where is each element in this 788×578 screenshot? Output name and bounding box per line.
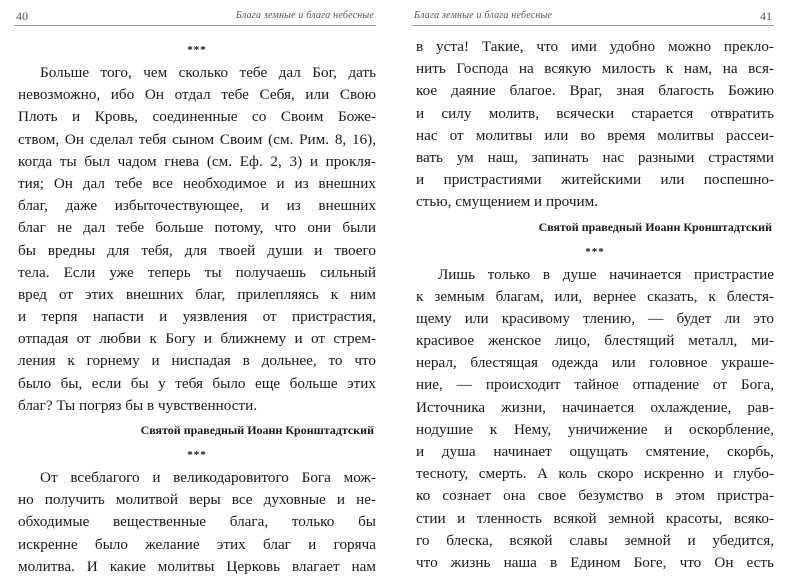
attribution: Святой праведный Иоанн Кронштадтский bbox=[140, 423, 374, 437]
text-line: ко сознает она свое безумство в этом пристра- bbox=[416, 487, 774, 505]
text-line: искренне было желание этих благ и горяча bbox=[18, 535, 376, 553]
paragraph bbox=[18, 467, 376, 578]
text-line: ние, — происходит тайное отпадение от Бога, bbox=[416, 376, 774, 394]
attribution: Святой праведный Иоанн Кронштадтский bbox=[538, 219, 772, 234]
page-number: 41 bbox=[760, 9, 772, 23]
running-head: Блага земные и блага небесные bbox=[235, 10, 374, 21]
text-line: благ? Ты погряз бы в чувственности. bbox=[18, 396, 258, 414]
right-page bbox=[398, 0, 788, 571]
text-line: нас от молитвы или во время молитвы рассеи- bbox=[416, 126, 774, 144]
text-line: вред от этих внешних благ, прилепляясь к ним bbox=[18, 285, 376, 303]
section-separator: *** bbox=[187, 44, 207, 56]
text-line: Источника жизни, начинается охлаждение, рав- bbox=[416, 398, 774, 416]
text-line: но получить молитвой веры все духовные и не- bbox=[18, 491, 376, 509]
text-line: щему или красивому тлению, — будет ли это bbox=[416, 309, 774, 327]
text-line: нодушие к Нему, уничижение и оскорбление, bbox=[416, 420, 774, 438]
text-line: ством, Он сделал тебя сыном Своим (см. Рим. 8, 16), bbox=[18, 130, 376, 148]
text-line: бы вредны для тебя, для твоей души и твоего bbox=[18, 241, 376, 259]
section-separator: *** bbox=[187, 449, 207, 461]
right-page-header bbox=[412, 9, 774, 26]
left-page-header bbox=[14, 9, 376, 26]
text-line: когда ты был чадом гнева (см. Еф. 2, 3) и прокля- bbox=[18, 152, 376, 170]
text-line: го блеска, всякой славы земной и убедится, bbox=[416, 531, 774, 549]
text-line: и пристрастиями житейскими или поспешно- bbox=[416, 171, 774, 189]
text-line: благ не дал тебе больше потому, что они были bbox=[18, 219, 376, 237]
text-line: невозможно, ибо Он отдал тебе Себя, или Свою bbox=[18, 86, 376, 104]
text-line: было бы, если бы у тебя было еще больше этих bbox=[18, 374, 376, 392]
text-line: и душа начинает ощущать смятение, скорбь, bbox=[416, 443, 774, 460]
text-line: в уста! Такие, что ими удобно можно прекло- bbox=[416, 38, 774, 55]
text-line: нерал, блестящая одежда или головное украше- bbox=[416, 354, 774, 372]
text-line: вать ум наш, запинать нас разными страстями bbox=[416, 148, 774, 166]
text-line: благ, даже избыточествующее, и из внешних bbox=[18, 197, 376, 215]
text-line: ления к горнему и ниспадая в дольнее, то что bbox=[18, 352, 376, 370]
paragraph bbox=[416, 36, 774, 214]
paragraph bbox=[416, 264, 774, 575]
text-line: тела. Если уже теперь ты получаешь сильный bbox=[18, 263, 376, 281]
text-line: тесноту, смерть. А коль скоро искренно и глубо- bbox=[416, 465, 774, 483]
text-line: отпадая от любви к Богу и ближнему и от стрем- bbox=[18, 330, 376, 348]
text-line: что жизнь наша в Едином Боге, что Он есть bbox=[416, 553, 774, 571]
text-line: молитва. И какие молитвы Церковь влагает нам bbox=[18, 557, 376, 575]
left-page-body bbox=[18, 40, 376, 578]
text-line: и терпя напасти и уязвления от пристрастия, bbox=[18, 308, 376, 326]
text-line: От всеблагого и великодаровитого Бога мож- bbox=[40, 469, 376, 486]
text-line: тия; Он дал тебе все необходимое и из внешних bbox=[18, 174, 376, 192]
page-number: 40 bbox=[16, 9, 28, 23]
text-line: красивое женское лицо, блестящий металл, ми- bbox=[416, 332, 774, 350]
text-line: Больше того, чем сколько тебе дал Бог, дать bbox=[40, 64, 376, 81]
text-line: и силу молитв, всячески старается отвратить bbox=[416, 104, 774, 122]
text-line: кое даяние благое. Враг, зная благость Божию bbox=[416, 82, 774, 100]
text-line: Плоть и Кровь, соединенные со Своим Боже- bbox=[18, 108, 376, 126]
text-line: стью, смущением и прочим. bbox=[416, 193, 599, 211]
paragraph bbox=[18, 62, 376, 417]
text-line: обходимые вещественные блага, только бы bbox=[18, 513, 376, 531]
text-line: к земным благам, или, вернее сказать, к блестя- bbox=[416, 287, 774, 305]
section-separator: *** bbox=[585, 245, 605, 258]
running-head: Блага земные и блага небесные bbox=[414, 10, 553, 21]
text-line: стии и тленность всякой земной красоты, всяко- bbox=[416, 509, 774, 527]
text-line: Лишь только в душе начинается пристрастие bbox=[438, 265, 774, 283]
right-page-body bbox=[416, 36, 774, 574]
text-line: нить Господа на всякую милость к нам, на вся- bbox=[416, 60, 774, 78]
left-page bbox=[0, 0, 390, 575]
